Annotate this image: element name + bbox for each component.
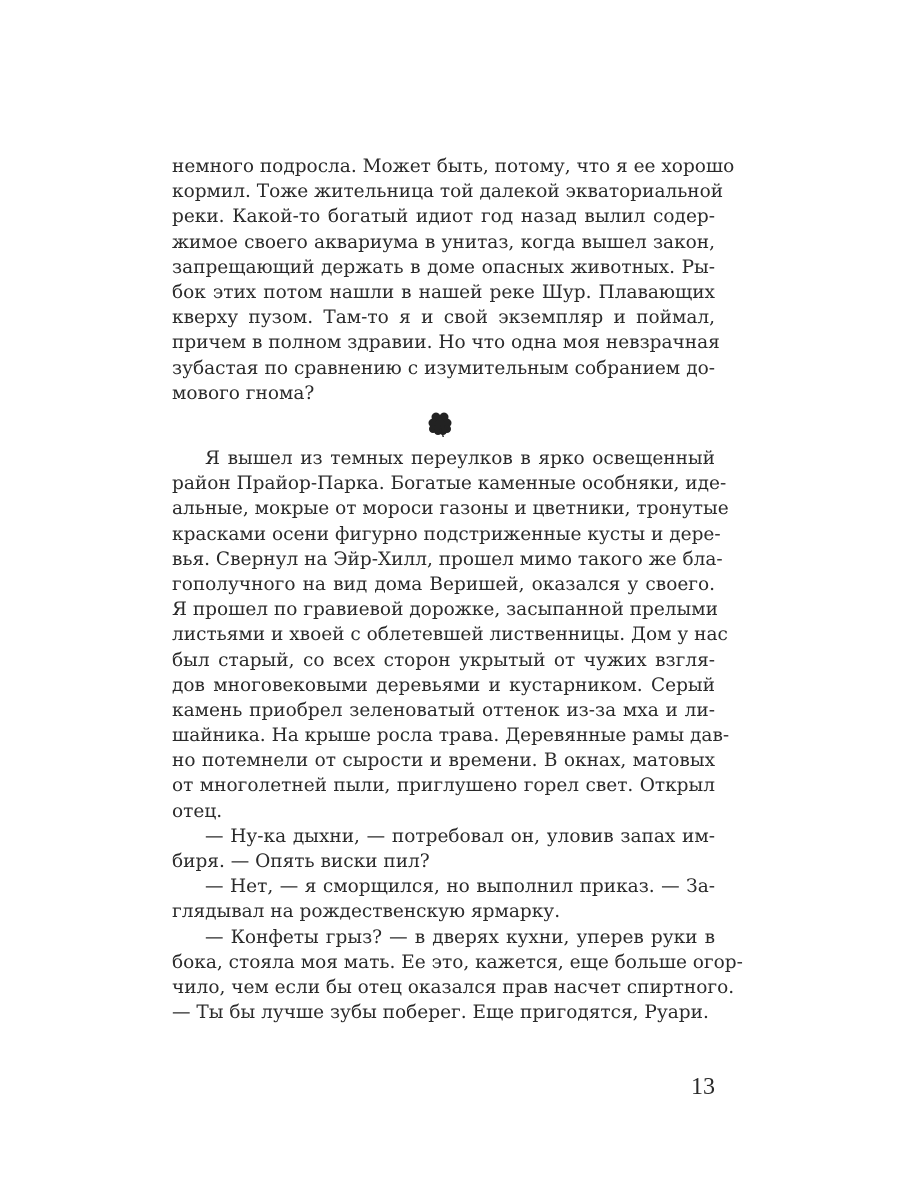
text-line: дов многовековыми деревьями и кустарником. Серый xyxy=(172,674,715,696)
text-line: кверху пузом. Там-то я и свой экземпляр и поймал, xyxy=(172,307,715,329)
text-line: от многолетней пыли, приглушено горел свет. Открыл xyxy=(172,775,715,797)
text-line: немного подросла. Может быть, потому, что я ее хорошо xyxy=(172,156,735,177)
text-line: реки. Какой-то богатый идиот год назад вылил содер- xyxy=(172,206,715,228)
text-line: глядывал на рождественскую ярмарку. xyxy=(172,901,561,923)
text-line: чило, чем если бы отец оказался прав насчет спиртного. xyxy=(172,976,735,998)
text-line: Я прошел по гравиевой дорожке, засыпанной прелыми xyxy=(172,599,718,621)
text-line: жимое своего аквариума в унитаз, когда вышел закон, xyxy=(172,231,715,253)
text-line: мового гнома? xyxy=(172,382,315,404)
text-line: — Нет, — я сморщился, но выполнил приказ. — За- xyxy=(205,876,715,898)
text-line: альные, мокрые от мороси газоны и цветники, тронутые xyxy=(172,498,729,520)
text-line: — Ты бы лучше зубы поберег. Еще пригодятся, Руари. xyxy=(172,1002,709,1024)
page-number: 13 xyxy=(691,1074,715,1100)
text-line: Я вышел из темных переулков в ярко освещенный xyxy=(205,448,715,469)
text-line: отец. xyxy=(172,800,223,822)
text-line: бока, стояла моя мать. Ее это, кажется, еще больше огор- xyxy=(172,951,743,973)
text-line: шайника. На крыше росла трава. Деревянные рамы дав- xyxy=(172,725,730,747)
text-line: кормил. Тоже жительница той далекой экваториальной xyxy=(172,181,724,203)
text-line: красками осени фигурно подстриженные кусты и дере- xyxy=(172,523,721,545)
text-line: бок этих потом нашли в нашей реке Шур. Плавающих xyxy=(172,281,715,303)
text-line: биря. — Опять виски пил? xyxy=(172,851,430,872)
text-block-2 xyxy=(172,446,743,1025)
text-line: причем в полном здравии. Но что одна моя невзрачная xyxy=(172,332,720,354)
text-line: но потемнели от сырости и времени. В окнах, матовых xyxy=(172,750,715,772)
text-line: был старый, со всех сторон укрытый от чужих взгля- xyxy=(172,649,715,671)
text-line: гополучного на вид дома Веришей, оказался у своего. xyxy=(172,573,715,595)
text-line: запрещающий держать в доме опасных животных. Ры- xyxy=(172,256,715,278)
text-line: район Прайор-Парка. Богатые каменные особняки, иде- xyxy=(172,473,727,495)
text-line: вья. Свернул на Эйр-Хилл, прошел мимо такого же бла- xyxy=(172,548,723,570)
text-line: зубастая по сравнению с изумительным собранием до- xyxy=(172,357,715,379)
text-line: камень приобрел зеленоватый оттенок из-за мха и ли- xyxy=(172,699,715,721)
clover-icon xyxy=(426,410,454,438)
text-block-1 xyxy=(172,154,735,406)
text-line: — Конфеты грыз? — в дверях кухни, уперев руки в xyxy=(205,926,715,948)
text-line: листьями и хвоей с облетевшей лиственницы. Дом у нас xyxy=(172,624,728,646)
text-line: — Ну-ка дыхни, — потребовал он, уловив запах им- xyxy=(205,825,715,847)
